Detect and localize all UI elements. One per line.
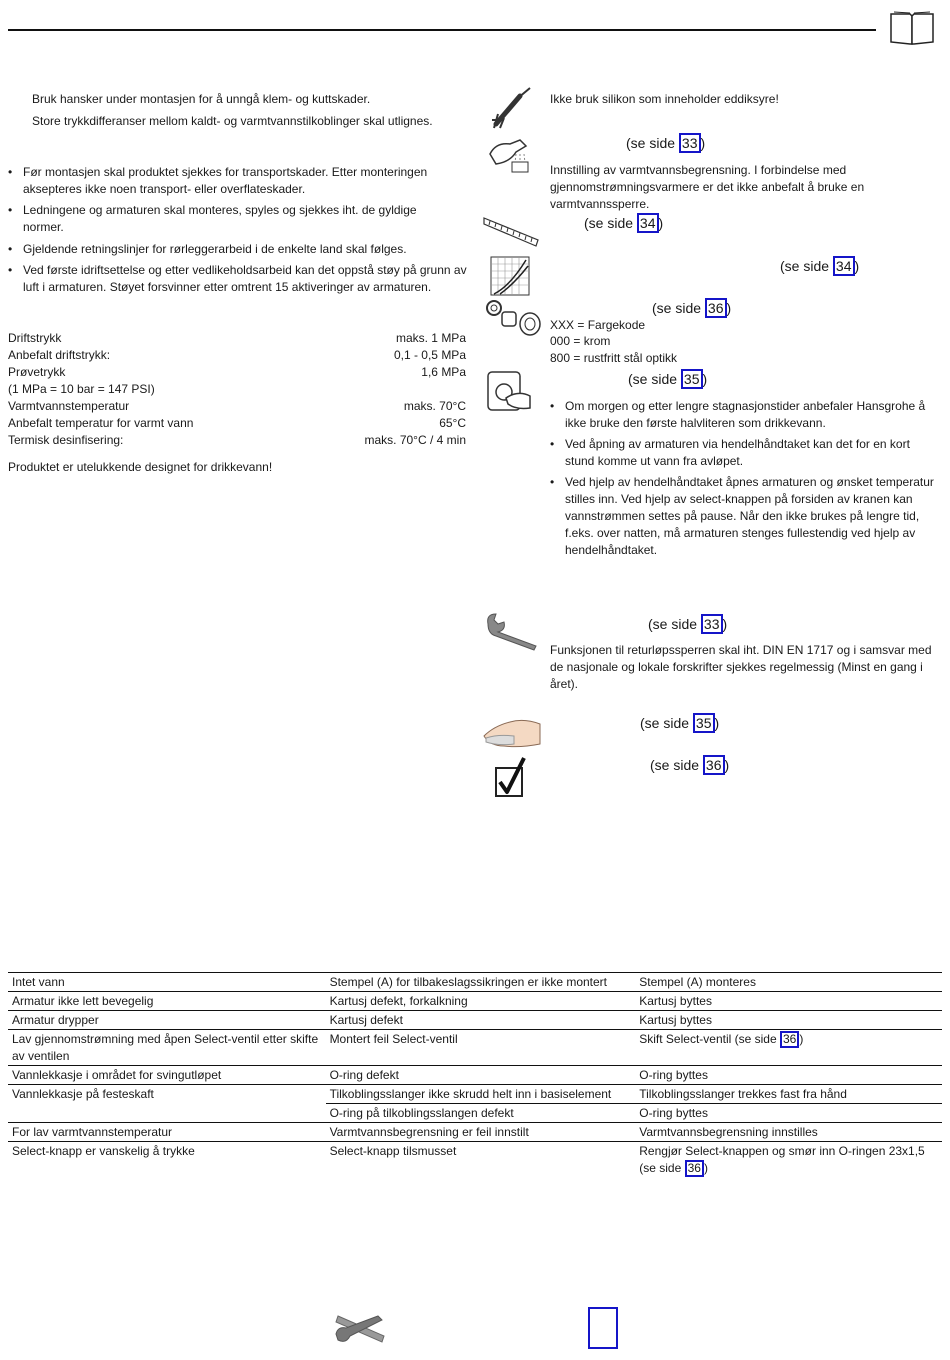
service-text: Funksjonen til returløpssperren skal iht. DIN EN 1717 og i samsvar med de nasjonale og lokale forskrifter sjekkes regelmessig (Minst en gang i året). (550, 643, 932, 691)
ref-test: (se side 36 ) (650, 757, 730, 773)
table-row: Armatur drypper Kartusj defekt Kartusj byttes (8, 1011, 942, 1030)
table-row: For lav varmtvannstemperatur Varmtvannsbegrensning er feil innstilt Varmtvannsbegrensning innstilles (8, 1123, 942, 1142)
parts-icon (484, 298, 542, 338)
operation-item: • Ved hjelp av hendelhåndtaket åpnes armaturen og ønsket temperatur stilles inn. Ved hjelp av select-knappen på forsiden av kranen kan vannstrømmen settes på pause. Når den ikke brukes på lengre tid, f.eks. over natten, må armaturen stenges fullestendig ved hjelp av hendelhåndtaket. (550, 474, 941, 559)
silicone-warning: Ikke bruk silikon som inneholder eddiksyre! (550, 92, 779, 106)
page-link[interactable]: 36 (705, 298, 727, 318)
ref-cleaning: (se side 35 ) (640, 715, 720, 731)
page-link[interactable]: 36 (780, 1031, 799, 1048)
operation-item: • Om morgen og etter lengre stagnasjonstider anbefaler Hansgrohe å ikke bruke den første halvliteren som drikkevann. (550, 398, 941, 432)
table-row: O-ring på tilkoblingsslangen defekt O-ring byttes (8, 1104, 942, 1123)
table-row: Intet vann Stempel (A) for tilbakeslagssikringen er ikke montert Stempel (A) monteres (8, 973, 942, 992)
colour-steel: 800 = rustfritt stål optikk (550, 351, 678, 365)
ref-dimensions: (se side 34 ) (584, 215, 664, 231)
header-rule (8, 29, 876, 31)
cleaning-hand-icon (480, 712, 542, 750)
table-row: Lav gjennomstrømning med åpen Select-ventil etter skifte av ventilen Montert feil Select-ventil Skift Select-ventil (se side 36 ) (8, 1030, 942, 1066)
colour-code: XXX = Fargekode (550, 318, 646, 332)
note-item: • Ved første idriftsettelse og etter vedlikeholdsarbeid kan det oppstå støy på grunn av luft i armaturen. Støyet forsvinner etter omtrent 15 aktiveringer av armaturen. (8, 262, 473, 296)
safety-gloves: Bruk hansker under montasjen for å unngå klem- og kuttskader. (32, 92, 371, 106)
spec-row: Prøvetrykk 1,6 MPa (8, 365, 466, 379)
ref-service: (se side 33 ) (648, 616, 728, 632)
page-marker-box (588, 1307, 618, 1349)
table-row: Select-knapp er vanskelig å trykke Select-knapp tilsmusset Rengjør Select-knappen og smør inn O-ringen 23x1,5 (se side 36 ) (8, 1142, 942, 1178)
tools-icon (334, 1308, 390, 1346)
spec-row: Anbefalt temperatur for varmt vann 65°C (8, 416, 466, 430)
page-link[interactable]: 34 (833, 256, 855, 276)
troubleshooting-table (8, 972, 942, 1177)
ref-operation: (se side 35 ) (628, 371, 708, 387)
spec-row: Termisk desinfisering: maks. 70°C / 4 min (8, 433, 466, 447)
hand-lever-icon (486, 370, 534, 412)
page-link[interactable]: 35 (693, 713, 715, 733)
hot-limit-text: Innstilling av varmtvannsbegrensning. I forbindelse med gjennomstrømningsvarmere er det ikke anbefalt å bruke en varmtvannssperre. (550, 163, 865, 211)
note-item: • Før montasjen skal produktet sjekkes for transportskader. Etter monteringen aksepteres ikke noen transport- eller overflateskader. (8, 164, 468, 198)
flow-chart-icon (490, 256, 530, 296)
page-link[interactable]: 34 (637, 213, 659, 233)
page-link[interactable]: 36 (685, 1160, 704, 1177)
page-link[interactable]: 35 (681, 369, 703, 389)
colour-chrome: 000 = krom (550, 334, 611, 348)
operation-item: • Ved åpning av armaturen via hendelhåndtaket kan det for en kort stund komme ut vann fra avløpet. (550, 436, 941, 470)
spec-row: Varmtvannstemperatur maks. 70°C (8, 399, 466, 413)
spec-row: Driftstrykk maks. 1 MPa (8, 331, 466, 345)
note-item: • Ledningene og armaturen skal monteres, spyles og sjekkes iht. de gyldige normer. (8, 202, 453, 236)
table-row: Vannlekkasje i området for svingutløpet O-ring defekt O-ring byttes (8, 1066, 942, 1085)
wrench-icon (484, 610, 542, 652)
note-item: • Gjeldende retningslinjer for rørleggerarbeid i de enkelte land skal følges. (8, 241, 468, 258)
ruler-icon (482, 214, 540, 250)
book-icon (888, 8, 936, 46)
page-link[interactable]: 33 (679, 133, 701, 153)
ref-hot-limit: (se side 33 ) (626, 135, 706, 151)
safety-pressure: Store trykkdifferanser mellom kaldt- og varmtvannstilkoblinger skal utlignes. (32, 114, 433, 128)
checkbox-icon (494, 756, 528, 798)
ref-parts: (se side 36 ) (652, 300, 732, 316)
page-link[interactable]: 33 (701, 614, 723, 634)
page-link[interactable]: 36 (703, 755, 725, 775)
table-row: Vannlekkasje på festeskaft Tilkoblingsslanger ikke skrudd helt inn i basiselement Tilkoblingsslanger trekkes fast fra hånd (8, 1085, 942, 1104)
shower-hot-icon (486, 132, 538, 176)
drinking-water-note: Produktet er utelukkende designet for drikkevann! (8, 460, 273, 474)
ref-flow: (se side 34 ) (780, 258, 860, 274)
caulking-gun-icon (490, 84, 534, 130)
spec-row: Anbefalt driftstrykk: 0,1 - 0,5 MPa (8, 348, 466, 362)
table-row: Armatur ikke lett bevegelig Kartusj defekt, forkalkning Kartusj byttes (8, 992, 942, 1011)
spec-row: (1 MPa = 10 bar = 147 PSI) (8, 382, 155, 396)
